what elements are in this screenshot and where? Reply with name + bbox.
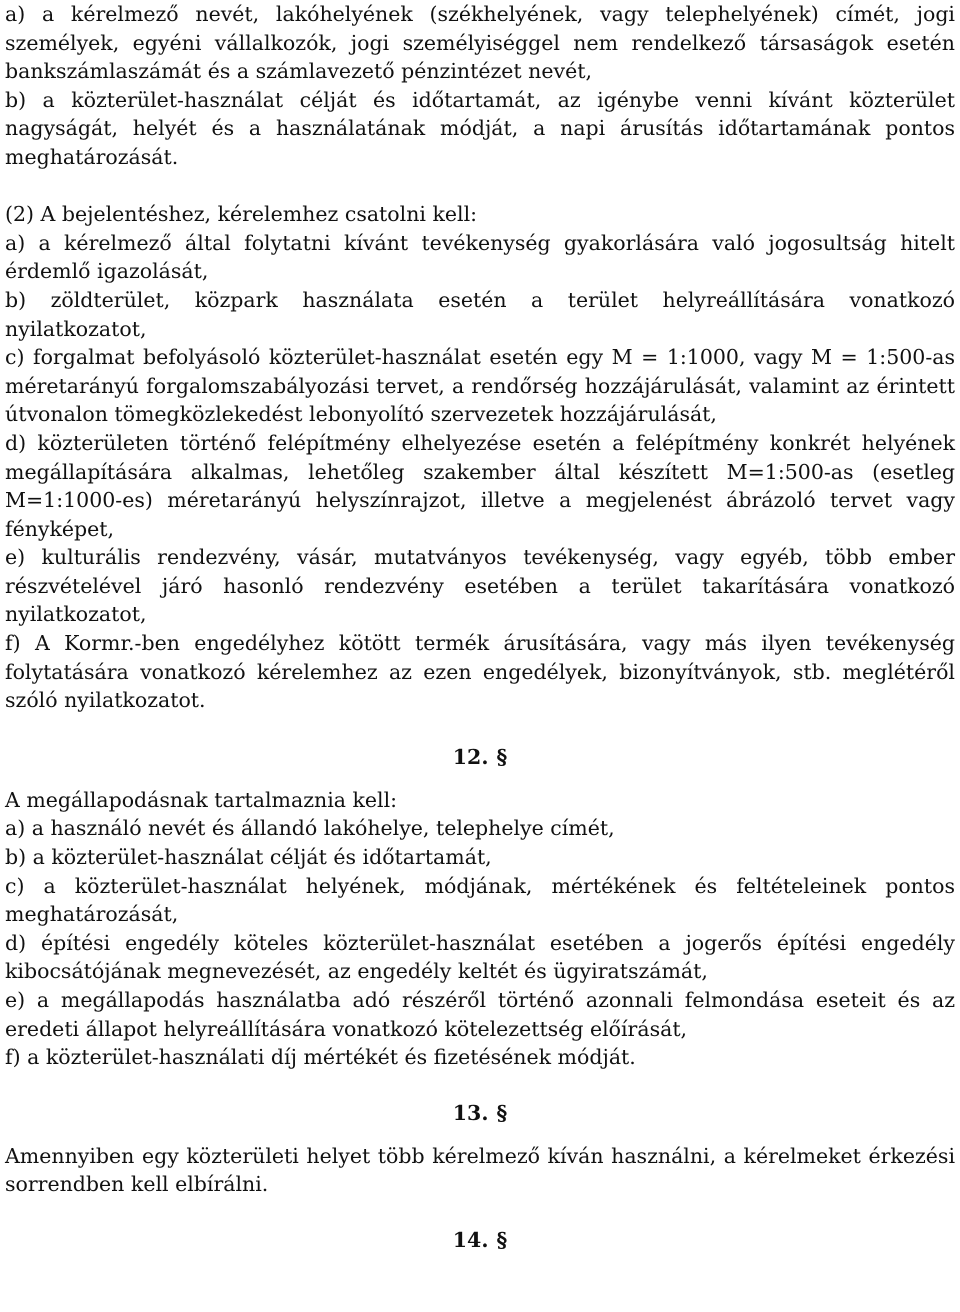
section-symbol: § <box>496 1227 508 1252</box>
document-page <box>5 0 955 1269</box>
list-item-e-termination: e) a megállapodás használatba adó részéről történő azonnali felmondása eseteit és az eredeti állapot helyreállítására vonatkozó kötelezettség előírását, <box>5 988 955 1041</box>
section-number: 13. <box>452 1100 489 1125</box>
list-item-c-place-method: c) a közterület-használat helyének, módjának, mértékének és feltételeinek pontos meghatározását, <box>5 873 955 927</box>
section-13-text: Amennyiben egy közterületi helyet több kérelmező kíván használni, a kérelmeket érkezési sorrendben kell elbírálni. <box>5 1143 955 1197</box>
section-12-intro: A megállapodásnak tartalmaznia kell: <box>5 787 398 812</box>
list-item-f-fee: f) a közterület-használati díj mértékét és fizetésének módját. <box>5 1045 636 1070</box>
section-14-heading <box>5 1212 955 1269</box>
list-item-d-site-plan: d) közterületen történő felépítmény elhelyezése esetén a felépítmény konkrét helyének megállapítására alkalmas, lehetőleg szakember által készített M=1:500-as (esetleg M=1:1000-es) méretarányú helyszínrajzot, illetve a megjelenést ábrázoló tervet vagy fényképet, <box>5 430 955 541</box>
section-symbol: § <box>496 1100 508 1125</box>
list-item-a-applicant-name: a) a kérelmező nevét, lakóhelyének (székhelyének, vagy telephelyének) címét, jogi személyek, egyéni vállalkozók, jogi személyiséggel nem rendelkező társaságok esetén bankszámlaszámát és a számlavezető pénzintézet nevét, <box>5 2 955 84</box>
list-item-a-user-name: a) a használó nevét és állandó lakóhelye, telephelye címét, <box>5 816 615 841</box>
section-12-heading <box>5 729 955 786</box>
section-13-heading <box>5 1085 955 1142</box>
paragraph-2-intro: (2) A bejelentéshez, kérelemhez csatolni kell: <box>5 202 478 227</box>
list-item-c-traffic-plan: c) forgalmat befolyásoló közterület-használat esetén egy M = 1:1000, vagy M = 1:500-as méretarányú forgalomszabályozási tervet, a rendőrség hozzájárulását, valamint az érintett útvonalon tömegközlekedést lebonyolító szervezetek hozzájárulását, <box>5 345 955 427</box>
list-item-e-cleaning-statement: e) kulturális rendezvény, vásár, mutatványos tevékenység, vagy egyéb, több ember részvételével járó hasonló rendezvény esetében a terület takarítására vonatkozó nyilatkozatot, <box>5 545 955 627</box>
spacer <box>5 172 955 201</box>
list-item-d-building-permit: d) építési engedély köteles közterület-használat esetében a jogerős építési engedély kibocsátójának megnevezését, az engedély keltét és ügyiratszámát, <box>5 930 955 984</box>
list-item-b-purpose-duration: b) a közterület-használat célját és időtartamát, <box>5 845 492 870</box>
list-item-a-authorization: a) a kérelmező által folytatni kívánt tevékenység gyakorlására való jogosultság hitelt érdemlő igazolását, <box>5 230 955 284</box>
section-number: 12. <box>452 744 489 769</box>
list-item-b-green-area: b) zöldterület, közpark használata esetén a terület helyreállítására vonatkozó nyilatkozatot, <box>5 287 955 341</box>
section-number: 14. <box>452 1227 489 1252</box>
list-item-f-permits-statement: f) A Kormr.-ben engedélyhez kötött termék árusítására, vagy más ilyen tevékenység folytatására vonatkozó kérelemhez az ezen engedélyek, bizonyítványok, stb. meglétéről szóló nyilatkozatot. <box>5 631 955 713</box>
list-item-b-usage-purpose: b) a közterület-használat célját és időtartamát, az igénybe venni kívánt közterület nagyságát, helyét és a használatának módját, a napi árusítás időtartamának pontos meghatározását. <box>5 87 955 169</box>
section-symbol: § <box>496 744 508 769</box>
